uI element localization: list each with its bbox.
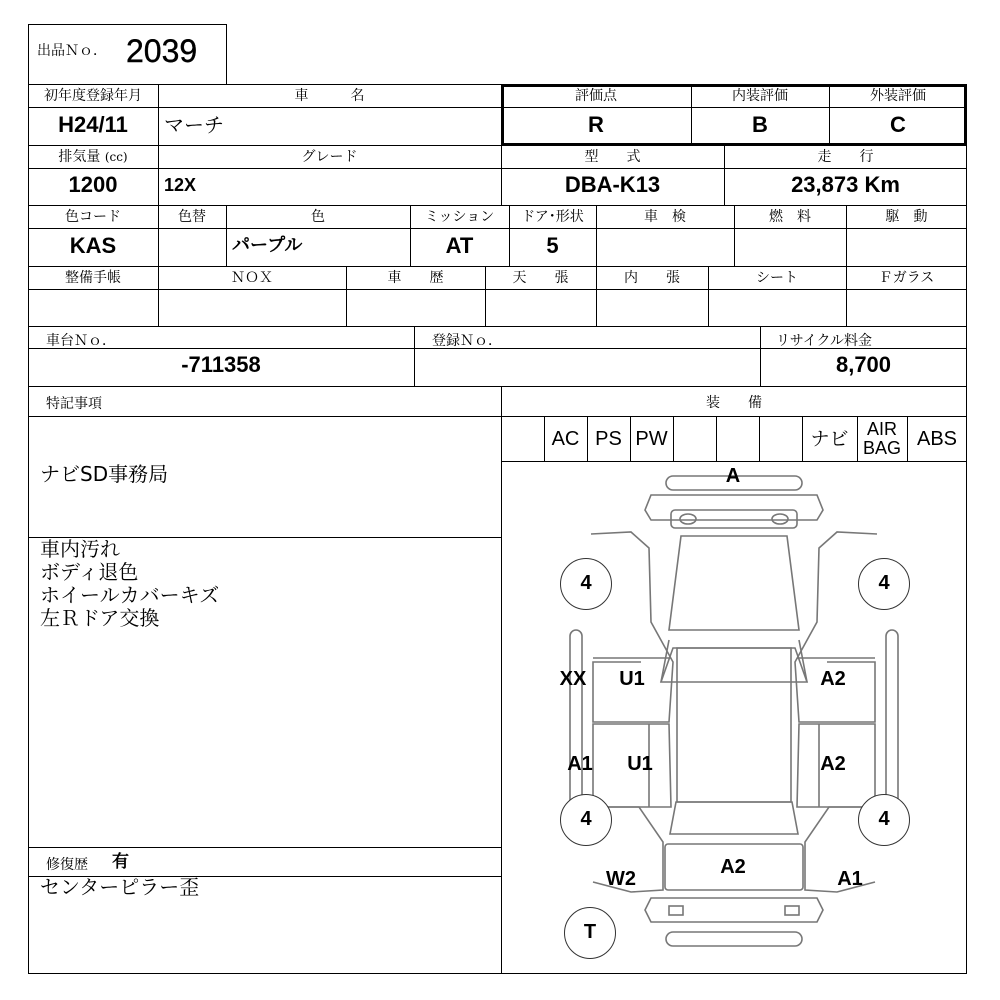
first-reg-value: H24/11 [58,112,128,137]
damage-left-front-fender: XX [559,668,587,690]
reg-no-label: 登録Ｎｏ． [432,333,502,349]
damage-right-front-door: A2 [820,668,846,690]
grade-value: 12X [164,175,197,195]
history-label: 車 歴 [387,270,444,286]
equip-ps: PS [595,428,622,450]
displacement-unit: (cc) [104,150,128,164]
damage-left-front-door: U1 [619,668,645,690]
chassis-no-label: 車台Ｎｏ． [46,333,116,349]
car-name-value: マーチ [164,113,224,137]
maintenance-label: 整備手帳 [65,270,121,286]
remark-note-2: 車内汚れ ボディ退色 ホイールカバーキズ 左Ｒドア交換 [40,537,220,630]
exterior-score-label: 外装評価 [870,88,926,104]
roof-label: 天 張 [512,270,569,286]
score-label: 評価点 [575,88,617,104]
mission-value: AT [445,233,474,258]
score-value: R [588,112,604,137]
damage-left-rear-door: U1 [627,753,653,775]
damage-front: A [725,465,741,487]
drive-label: 駆 動 [885,209,928,225]
damage-left-rear-outer: A1 [567,753,593,775]
first-reg-label: 初年度登録年月 [44,88,142,104]
inspection-label: 車 検 [644,209,686,225]
seat-label: シート [756,270,798,286]
displacement-label [28,146,158,168]
interior-score-label: 内装評価 [732,88,788,104]
grade-label: グレード [301,149,358,165]
color-value: パープル [232,235,303,256]
damage-trunk: A2 [720,856,746,878]
door-type-value: 5 [546,233,559,258]
repair-history-label: 修復歴 [46,857,88,873]
mission-label: ミッション [424,209,495,225]
damage-left-rear-quarter: W2 [606,868,636,890]
remarks-label: 特記事項 [46,396,102,412]
lot-number: 2039 [126,33,198,69]
damage-right-rear-door: A2 [820,753,846,775]
door-type-label: ドア･形状 [521,209,584,225]
interior-score-value: B [752,112,768,137]
equip-airbag: AIR BAG [862,419,901,458]
equip-slot-6 [716,418,759,460]
lot-number-label: 出品Ｎｏ． [37,43,107,59]
equip-slot-5 [673,418,716,460]
equip-ac: AC [551,428,580,450]
equip-slot-1 [501,418,544,460]
equip-navi: ナビ [810,428,849,450]
equipment-label: 装 備 [706,395,762,411]
equip-pw: PW [635,428,668,450]
car-diagram [501,462,967,974]
recycle-label: リサイクル料金 [776,333,873,349]
color-label: 色 [311,209,325,225]
nox-label: ＮＯＸ [231,270,273,286]
remark-note-1: ナビSD事務局 [40,462,169,486]
color-change-label: 色替 [178,209,206,225]
model-label: 型 式 [584,149,641,165]
mileage-value: 23,873 Km [791,172,900,197]
tire-front-left: 4 [560,558,612,610]
damage-right-rear-quarter: A1 [837,868,863,890]
equip-slot-7 [759,418,802,460]
displacement-label-text: 排気量 [58,149,101,165]
reg-no-value [414,348,760,382]
interior-lining-label: 内 張 [624,270,680,286]
car-name-label: 車 名 [294,88,365,104]
equip-abs: ABS [916,428,958,450]
recycle-value: 8,700 [835,352,892,377]
color-change-value [158,229,226,263]
f-glass-label: Ｆガラス [878,270,935,286]
tire-spare: T [564,907,616,959]
color-code-value: KAS [69,233,117,258]
exterior-score-value: C [890,112,906,137]
repair-note: センターピラー歪 [40,875,200,899]
tire-rear-right: 4 [858,794,910,846]
tire-front-right: 4 [858,558,910,610]
color-code-label: 色コード [65,209,121,225]
displacement-value: 1200 [68,172,118,197]
mileage-label: 走 行 [817,149,874,165]
tire-rear-left: 4 [560,794,612,846]
model-value: DBA-K13 [564,172,661,197]
repair-history-value: 有 [112,852,129,872]
fuel-label: 燃 料 [769,209,811,225]
chassis-no-value: -711358 [181,352,261,377]
